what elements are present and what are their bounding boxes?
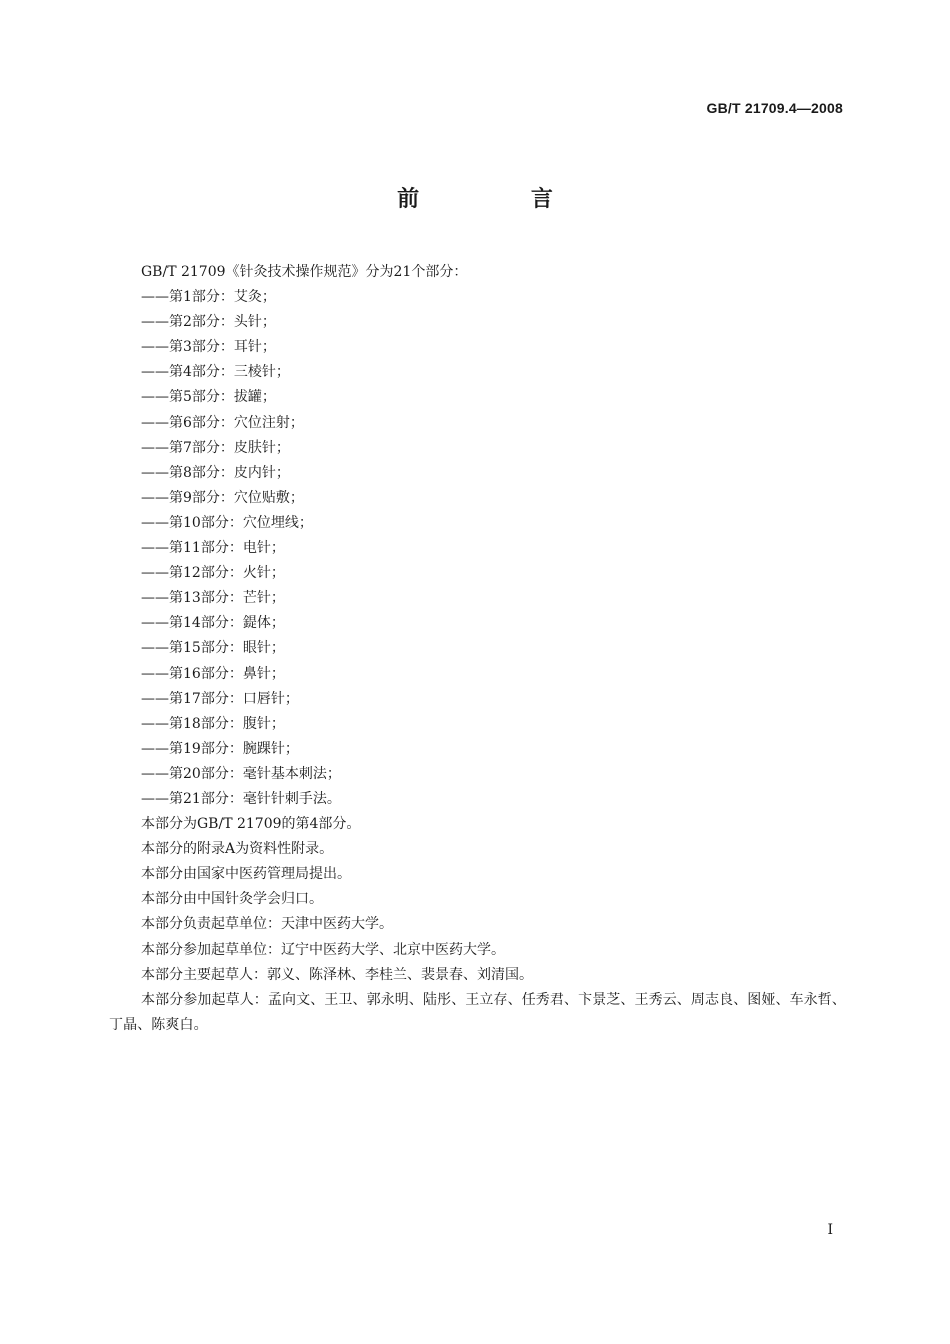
foreword-body bbox=[109, 260, 849, 1038]
list-item: ——第1部分：艾灸； bbox=[141, 289, 276, 306]
list-item: ——第9部分：穴位贴敷； bbox=[141, 489, 304, 506]
list-item: ——第12部分：火针； bbox=[141, 565, 285, 582]
page-number: I bbox=[827, 1222, 833, 1238]
list-item: ——第14部分：鍉体； bbox=[141, 615, 285, 632]
statement-paragraph: 本部分主要起草人：郭义、陈泽林、李桂兰、裴景春、刘清国。 bbox=[141, 966, 533, 983]
statement-paragraph: 本部分为GB/T 21709的第4部分。 bbox=[141, 816, 361, 833]
statement-paragraph: 本部分由中国针灸学会归口。 bbox=[141, 891, 323, 908]
intro-paragraph: GB/T 21709《针灸技术操作规范》分为21个部分： bbox=[141, 264, 468, 280]
list-item: ——第6部分：穴位注射； bbox=[141, 414, 304, 431]
standard-code: GB/T 21709.4—2008 bbox=[706, 100, 843, 116]
statement-paragraph: 本部分负责起草单位：天津中医药大学。 bbox=[141, 916, 393, 933]
list-item: ——第4部分：三棱针； bbox=[141, 364, 290, 381]
list-item: ——第21部分：毫针针刺手法。 bbox=[141, 790, 341, 807]
list-item: ——第18部分：腹针； bbox=[141, 715, 285, 732]
statement-paragraph: 本部分参加起草人：孟向文、王卫、郭永明、陆彤、王立存、任秀君、卞景芝、王秀云、周志良、图娅、车永哲、丁晶、陈爽白。 bbox=[109, 991, 846, 1033]
statement-paragraph: 本部分由国家中医药管理局提出。 bbox=[141, 866, 351, 883]
list-item: ——第13部分：芒针； bbox=[141, 590, 285, 607]
list-item: ——第2部分：头针； bbox=[141, 314, 276, 331]
statement-paragraph: 本部分的附录A为资料性附录。 bbox=[141, 841, 334, 858]
list-item: ——第19部分：腕踝针； bbox=[141, 740, 299, 757]
list-item: ——第8部分：皮内针； bbox=[141, 464, 290, 481]
list-item: ——第11部分：电针； bbox=[141, 540, 285, 557]
list-item: ——第10部分：穴位埋线； bbox=[141, 514, 313, 531]
page-title: 前 言 bbox=[397, 187, 605, 212]
list-item: ——第17部分：口唇针； bbox=[141, 690, 299, 707]
statement-paragraph: 本部分参加起草单位：辽宁中医药大学、北京中医药大学。 bbox=[141, 941, 505, 958]
list-item: ——第15部分：眼针； bbox=[141, 640, 285, 657]
list-item: ——第3部分：耳针； bbox=[141, 339, 276, 356]
list-item: ——第5部分：拔罐； bbox=[141, 389, 276, 406]
list-item: ——第7部分：皮肤针； bbox=[141, 439, 290, 456]
list-item: ——第16部分：鼻针； bbox=[141, 665, 285, 682]
list-item: ——第20部分：毫针基本刺法； bbox=[141, 765, 341, 782]
